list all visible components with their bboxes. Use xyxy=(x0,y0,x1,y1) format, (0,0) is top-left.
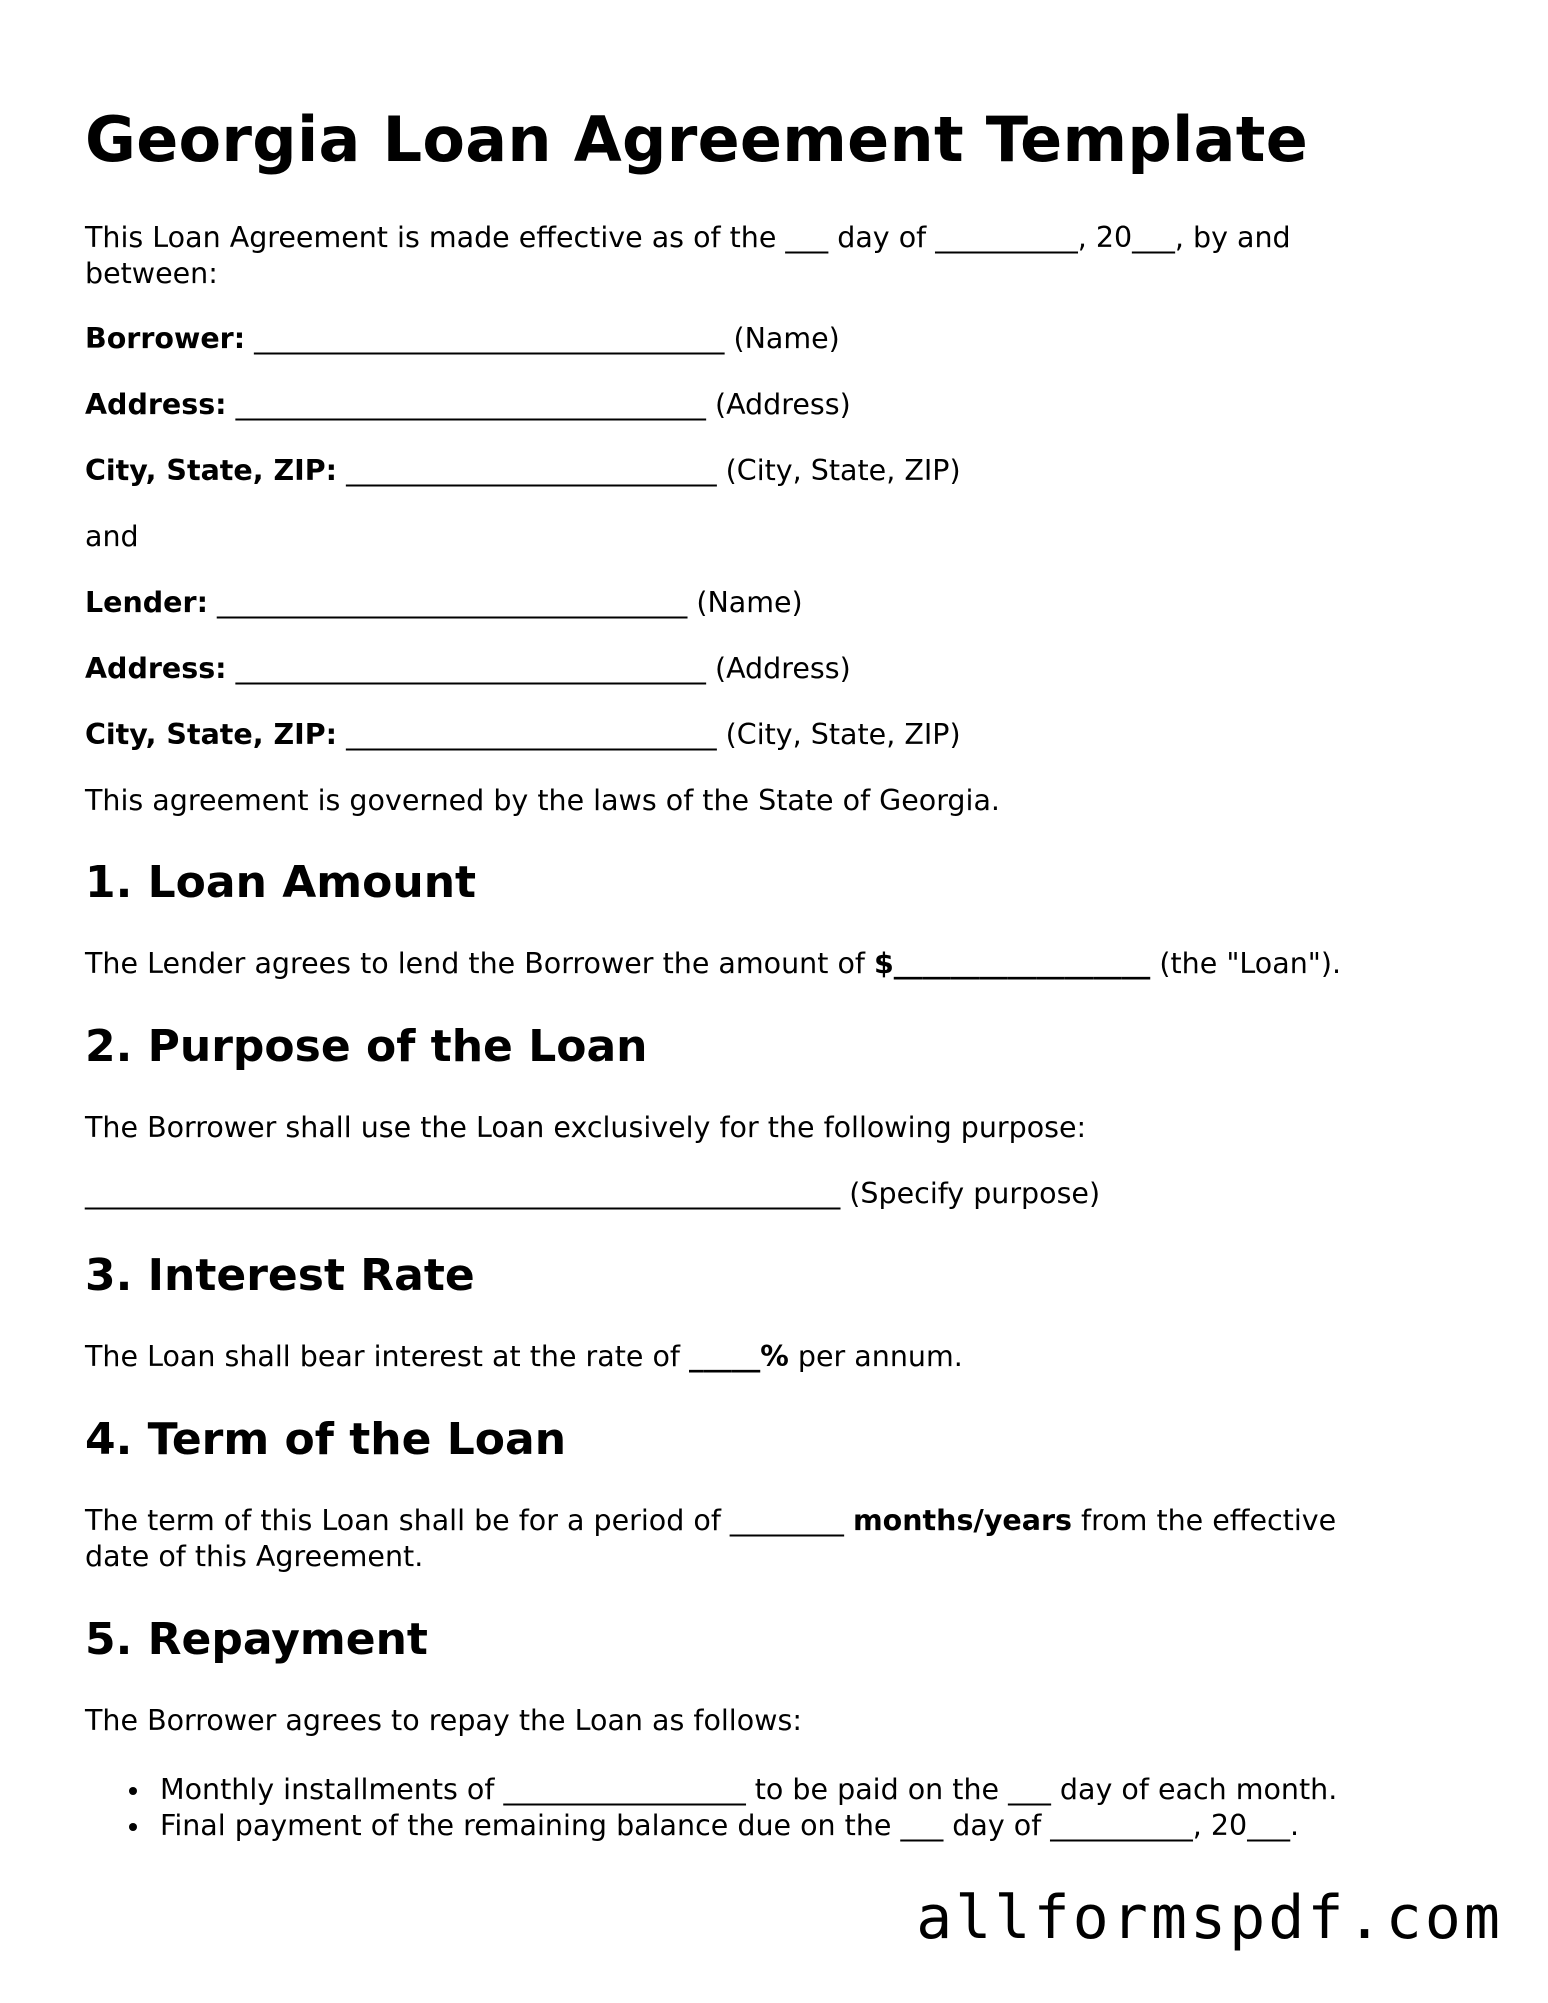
governing-law-text: This agreement is governed by the laws of the State of Georgia. xyxy=(85,784,1000,817)
lender-name-blank: _________________________________ (Name) xyxy=(207,586,803,619)
interest-rate-text: The Loan shall bear interest at the rate of xyxy=(85,1340,690,1373)
lender-city-blank: __________________________ (City, State, ZIP) xyxy=(337,718,961,751)
lender-name-label: Lender: xyxy=(85,586,208,619)
repayment-list xyxy=(85,1772,1337,1844)
intro-line-1: This Loan Agreement is made effective as of the ___ day of __________, 20___, by and xyxy=(85,221,1291,254)
section-3-heading: 3. Interest Rate xyxy=(85,1250,475,1301)
borrower-address-blank: _________________________________ (Address) xyxy=(226,388,851,421)
lender-city-row xyxy=(85,717,961,753)
document-title: Georgia Loan Agreement Template xyxy=(85,103,1309,176)
borrower-city-blank: __________________________ (City, State, ZIP) xyxy=(337,454,961,487)
repayment-item-text: Final payment of the remaining balance due on the ___ day of __________, 20___. xyxy=(160,1809,1299,1842)
interest-rate-suffix: per annum. xyxy=(788,1340,963,1373)
bullet-icon xyxy=(129,1787,137,1795)
purpose-blank-line: _____________________________________________________ (Specify purpose) xyxy=(85,1177,1101,1210)
watermark: allformspdf.com xyxy=(916,1883,1503,1953)
loan-amount-text: The Lender agrees to lend the Borrower the amount of xyxy=(85,947,874,980)
section-4-text-line-1 xyxy=(85,1503,1336,1539)
borrower-name-blank: _________________________________ (Name) xyxy=(245,322,840,355)
repayment-item-text: Monthly installments of _________________ to be paid on the ___ day of each month. xyxy=(160,1773,1338,1806)
lender-city-label: City, State, ZIP: xyxy=(85,718,338,751)
term-unit: months/years xyxy=(852,1504,1072,1537)
lender-name-row xyxy=(85,585,803,621)
borrower-address-label: Address: xyxy=(85,388,227,421)
term-text: The term of this Loan shall be for a period of ________ xyxy=(85,1504,853,1537)
section-5-text: The Borrower agrees to repay the Loan as follows: xyxy=(85,1704,802,1737)
section-2-text: The Borrower shall use the Loan exclusively for the following purpose: xyxy=(85,1111,1087,1144)
borrower-city-row xyxy=(85,453,961,489)
section-4-text-line-2: date of this Agreement. xyxy=(85,1540,424,1573)
loan-amount-blank: $__________________ xyxy=(873,947,1151,980)
section-1-text xyxy=(85,946,1341,982)
section-3-text xyxy=(85,1339,963,1375)
list-item xyxy=(160,1772,1337,1808)
loan-amount-suffix: (the "Loan"). xyxy=(1150,947,1342,980)
bullet-icon xyxy=(129,1823,137,1831)
lender-address-blank: _________________________________ (Address) xyxy=(226,652,851,685)
borrower-address-row xyxy=(85,387,851,423)
list-item xyxy=(160,1808,1337,1844)
intro-line-2: between: xyxy=(85,257,218,290)
section-5-heading: 5. Repayment xyxy=(85,1614,428,1665)
borrower-name-row xyxy=(85,321,840,357)
borrower-city-label: City, State, ZIP: xyxy=(85,454,338,487)
section-2-heading: 2. Purpose of the Loan xyxy=(85,1021,648,1072)
lender-address-label: Address: xyxy=(85,652,227,685)
and-text: and xyxy=(85,520,139,553)
borrower-name-label: Borrower: xyxy=(85,322,246,355)
interest-rate-blank: _____% xyxy=(689,1340,789,1373)
section-4-heading: 4. Term of the Loan xyxy=(85,1414,567,1465)
term-suffix: from the effective xyxy=(1072,1504,1337,1537)
lender-address-row xyxy=(85,651,851,687)
section-1-heading: 1. Loan Amount xyxy=(85,857,477,908)
